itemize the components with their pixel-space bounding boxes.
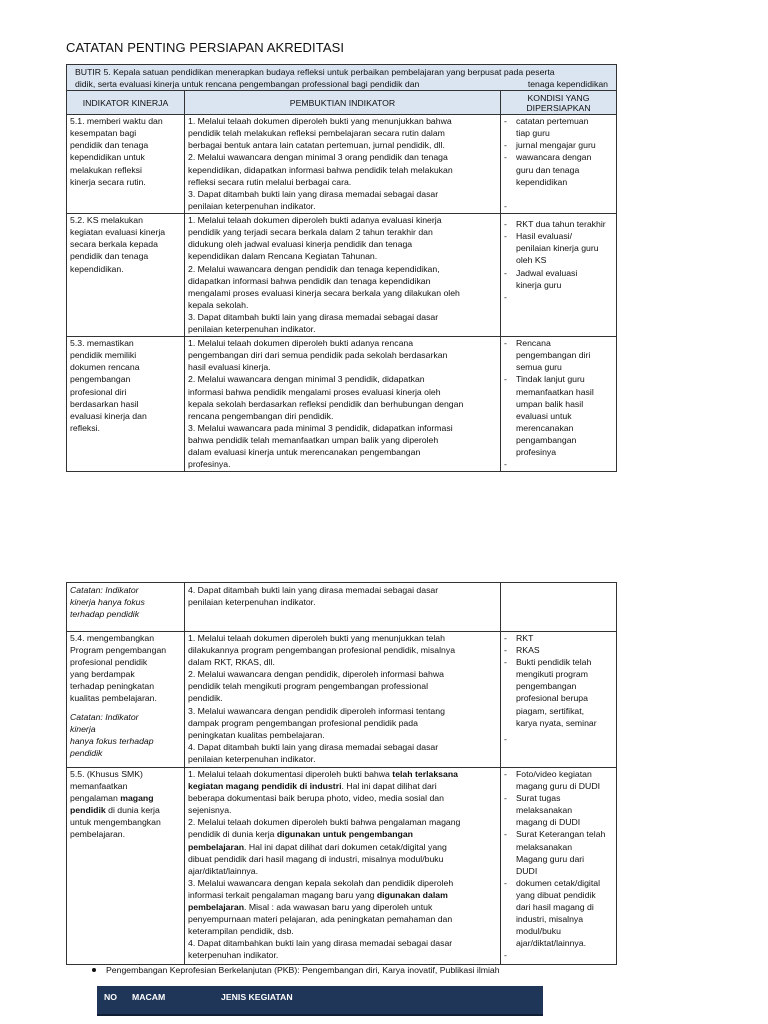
text-line: 3. Dapat ditambah bukti lain yang dirasa memadai sebagai dasar (188, 311, 439, 322)
text-line: dalam evaluasi kinerja untuk merencanakan pengembangan (188, 447, 421, 458)
kondisi-item: - (504, 459, 507, 470)
text-line: kependidikan, didapatkan informasi bahwa pendidik telah melakukan (188, 164, 453, 175)
indikator-cell (67, 337, 185, 472)
kondisi-cell (501, 115, 617, 214)
text-line: 3. Melalui wawancara dengan pendidik diperoleh informasi tentang (188, 705, 445, 716)
text-run: pengalaman (70, 793, 121, 804)
text-line: Catatan: Indikator (70, 711, 139, 722)
text-line: 3. Melalui wawancara dengan kepala sekolah dan pendidik diperoleh (188, 877, 454, 888)
kondisi-item: karya nyata, seminar (516, 717, 597, 728)
kondisi-item: - (504, 733, 507, 744)
text-line: kependidikan. (70, 263, 124, 274)
text-line: Program pengembangan (70, 645, 167, 656)
table-row (67, 115, 617, 214)
bullet-dot-icon (92, 968, 96, 972)
pkb-table-header (97, 986, 543, 1016)
kondisi-item: umpan balik hasil (516, 398, 584, 409)
indikator-cell (67, 214, 185, 337)
text-line (188, 901, 497, 913)
text-line: 1. Melalui telaah dokumen diperoleh bukti yang menunjukkan bahwa (188, 116, 452, 127)
text-line: refleksi. (70, 422, 100, 433)
text-line: 5.3. memastikan (70, 338, 134, 349)
text-line: kinerja secara rutin. (70, 176, 146, 187)
text-line: ajar/diktat/lainnya. (188, 865, 259, 876)
text-line: secara berkala kepada (70, 239, 158, 250)
text-line: kependidikan untuk (70, 152, 145, 163)
header-indikator: INDIKATOR KINERJA (67, 91, 185, 115)
text-line: didapatkan informasi bahwa pendidik dan tenaga kependidikan (188, 275, 431, 286)
kondisi-item: - wawancara dengan (504, 152, 592, 163)
text-line: 1. Melalui telaah dokumen diperoleh bukti yang menunjukkan telah (188, 633, 445, 643)
catatan-row (67, 583, 617, 632)
kondisi-item: pengembangan (516, 681, 577, 692)
kondisi-cell (501, 214, 617, 337)
text-line: penilaian keterpenuhan indikator. (188, 324, 316, 335)
kondisi-cell (501, 768, 617, 965)
kondisi-item: mengikuti program (516, 669, 588, 680)
pembuktian-cell (185, 115, 501, 214)
kondisi-item: melaksanakan (516, 805, 573, 816)
kondisi-item: industri, misalnya (516, 914, 584, 925)
kondisi-item: - dokumen cetak/digital (504, 877, 601, 888)
text-line: profesinya. (188, 459, 231, 470)
indikator-cell (67, 768, 185, 965)
kondisi-item: profesional berupa (516, 693, 588, 704)
text-line: didukung oleh jadwal evaluasi kinerja pendidik dan tenaga (188, 239, 413, 250)
kondisi-cell (501, 337, 617, 472)
text-line: evaluasi kinerja dan (70, 410, 147, 421)
text-line: mengalami proses evaluasi kinerja secara berkala yang dilakukan oleh (188, 287, 460, 298)
butir-cell (67, 65, 617, 91)
kondisi-item: oleh KS (516, 255, 547, 266)
text-line: dibuat pendidik dari hasil magang di industri, misalnya modul/buku (188, 853, 444, 864)
header-pembuktian: PEMBUKTIAN INDIKATOR (185, 91, 501, 115)
kondisi-item: magang guru di DUDI (516, 781, 601, 792)
kondisi-item: - Jadwal evaluasi (504, 267, 578, 278)
kondisi-item (504, 188, 613, 200)
text-line: pendidik dan tenaga (70, 140, 149, 151)
kondisi-item: piagam, sertifikat, (516, 705, 585, 716)
text-line: 2. Melalui wawancara dengan minimal 3 pendidik, didapatkan (188, 374, 425, 385)
kondisi-item: profesinya (516, 447, 557, 458)
bold-run: magang (120, 793, 154, 804)
kondisi-item: kinerja guru (516, 279, 562, 290)
kondisi-item: merencanakan (516, 422, 574, 433)
kondisi-item: evaluasi untuk (516, 410, 572, 421)
bold-run: digunakan untuk pengembangan (276, 829, 413, 840)
text-line: pendidik memiliki (70, 350, 137, 361)
kondisi-item: - RKAS (504, 645, 540, 656)
text-run: 1. Melalui telaah dokumentasi diperoleh bukti bahwa (188, 769, 393, 779)
kondisi-item: - (504, 950, 507, 961)
header-kondisi: KONDISI YANG DIPERSIAPKAN (501, 91, 617, 115)
text-line: 2. Melalui wawancara dengan minimal 3 orang pendidik dan tenaga (188, 152, 448, 163)
text-line: 4. Dapat ditambahkan bukti lain yang dirasa memadai sebagai dasar (188, 938, 453, 949)
kondisi-item: magang di DUDI (516, 817, 581, 828)
table-row (67, 632, 617, 768)
text-line: keterpenuhan indikator. (188, 950, 279, 961)
text-line: kesempatan bagi (70, 128, 137, 139)
kondisi-item: melaksanakan (516, 841, 573, 852)
kondisi-item: kependidikan (516, 176, 568, 187)
kondisi-item: DUDI (516, 865, 538, 876)
kondisi-item: - Rencana (504, 338, 551, 349)
bold-run: pembelajaran (188, 902, 245, 913)
accreditation-table-1 (66, 64, 617, 472)
kondisi-item: - Surat tugas (504, 793, 561, 804)
text-line: rencana pengembangan diri pendidik. (188, 410, 334, 421)
text-line: pembelajaran. (70, 829, 126, 840)
kondisi-item: semua guru (516, 362, 562, 373)
text-line: dilakukannya program pengembangan profesional pendidik, misalnya (188, 645, 456, 656)
kondisi-item: guru dan tenaga (516, 164, 580, 175)
pembuktian-cell (185, 632, 501, 768)
header-no: NO (104, 992, 118, 1002)
kondisi-item: - (504, 200, 507, 211)
text-run: . Misal : ada wawasan baru yang diperoleh untuk (244, 902, 433, 913)
text-run: pendidik di dunia kerja (188, 829, 277, 840)
text-line: 5.1. memberi waktu dan (70, 116, 163, 127)
page-title: CATATAN PENTING PERSIAPAN AKREDITASI (66, 40, 345, 55)
table-row (67, 214, 617, 337)
text-line: 5.4. mengembangkan (70, 633, 155, 643)
text-line: pendidik. (188, 693, 223, 704)
text-line: profesional diri (70, 386, 127, 397)
text-line: 2. Melalui wawancara dengan pendidik, diperoleh informasi bahwa (188, 669, 444, 680)
text-line: hasil evaluasi kinerja. (188, 362, 271, 373)
kondisi-item: - Hasil evaluasi/ (504, 231, 573, 242)
text-line: terhadap peningkatan (70, 681, 155, 692)
text-line: penilaian keterpenuhan indikator. (188, 200, 316, 211)
text-line (188, 841, 497, 853)
text-line: bahwa pendidik telah memanfaatkan umpan balik yang diperoleh (188, 434, 439, 445)
text-line: kinerja (70, 723, 96, 734)
text-line: pendidik telah mengikuti program pengembangan professional (188, 681, 429, 692)
kondisi-item: - RKT dua tahun terakhir (504, 219, 606, 230)
table-row (67, 337, 617, 472)
pembuktian-cell (185, 337, 501, 472)
text-run: . Hal ini dapat dilihat dari dokumen cetak/digital yang (244, 841, 447, 852)
text-line: 5.2. KS melakukan (70, 215, 143, 226)
text-line (70, 804, 181, 816)
text-line: pengembangan diri dari semua pendidik pada sekolah berdasarkan (188, 350, 448, 361)
text-line: 2. Melalui wawancara dengan pendidik dan tenaga kependidikan, (188, 263, 440, 274)
kondisi-item: - catatan pertemuan (504, 116, 589, 127)
kondisi-item: memanfaatkan hasil (516, 386, 594, 397)
text-line: kepala sekolah. (188, 299, 249, 310)
kondisi-item: - Surat Keterangan telah (504, 829, 606, 840)
text-line: profesional pendidik (70, 657, 148, 668)
kondisi-item: Magang guru dari (516, 853, 585, 864)
text-line: berdasarkan hasil (70, 398, 139, 409)
text-line: penyempurnaan materi pelajaran, ada peningkatan pemahaman dan (188, 914, 453, 925)
kondisi-item: - jurnal mengajar guru (504, 140, 596, 151)
bold-run: pembelajaran (188, 841, 245, 852)
text-line: 3. Melalui wawancara pada minimal 3 pendidik, didapatkan informasi (188, 422, 453, 433)
text-line: berbagai bentuk antara lain catatan pertemuan, jurnal pendidik, dll. (188, 140, 445, 151)
catatan-cell (67, 583, 185, 632)
text-line: kepala sekolah berdasarkan refleksi pendidik dan berhubungan dengan (188, 398, 464, 409)
kondisi-item: ajar/diktat/lainnya. (516, 938, 587, 949)
text-line: penilaian keterpenuhan indikator. (188, 753, 316, 764)
kondisi-item: dari hasil magang di (516, 902, 594, 913)
text-line: Catatan: Indikator (70, 585, 139, 595)
kondisi-cell (501, 583, 617, 632)
butir-row (67, 65, 617, 91)
bold-run: pendidik (70, 805, 106, 816)
header-macam: MACAM (132, 992, 166, 1002)
text-line (188, 828, 497, 840)
text-line: 3. Dapat ditambah bukti lain yang dirasa memadai sebagai dasar (188, 188, 439, 199)
text-line: 4. Dapat ditambah bukti lain yang dirasa memadai sebagai dasar (188, 585, 439, 595)
kondisi-item: yang dibuat pendidik (516, 889, 596, 900)
kondisi-item: - Tindak lanjut guru (504, 374, 585, 385)
text-line (70, 792, 181, 804)
text-line: dampak program pengembangan profesional pendidik pada (188, 717, 418, 728)
text-line: dokumen rencana (70, 362, 140, 373)
accreditation-table-2 (66, 582, 617, 965)
header-row (67, 91, 617, 115)
text-line: dalam RKT, RKAS, dll. (188, 657, 275, 668)
text-line: kinerja hanya fokus (70, 597, 145, 608)
header-jenis-kegiatan: JENIS KEGIATAN (221, 992, 293, 1002)
bold-run: telah terlaksana (392, 769, 458, 779)
text-line: yang berdampak (70, 669, 135, 680)
kondisi-item: pengembangan diri (516, 350, 591, 361)
text-line: penilaian keterpenuhan indikator. (188, 597, 316, 608)
text-line (188, 780, 497, 792)
text-line: terhadap pendidik (70, 609, 140, 620)
kondisi-cell (501, 632, 617, 768)
text-line: 5.5. (Khusus SMK) (70, 769, 143, 779)
text-line: beberapa dokumentasi baik berupa photo, video, media sosial dan (188, 793, 444, 804)
text-line: refleksi secara rutin melalui berbagai cara. (188, 176, 352, 187)
text-run: di dunia kerja (105, 805, 160, 816)
text-line: pendidik (70, 747, 103, 758)
butir-line-2: didik, serta evaluasi kinerja untuk rencana pengembangan professional bagi pendidik dan (75, 79, 420, 90)
kondisi-item: - (504, 291, 507, 302)
butir-line-2-right: tenaga kependidikan (527, 79, 608, 90)
kondisi-item: penilaian kinerja guru (516, 243, 599, 254)
text-line: 2. Melalui telaah dokumen diperoleh bukti bahwa pengalaman magang (188, 817, 461, 828)
text-run: informasi terkait pengalaman magang baru yang (188, 889, 377, 900)
text-line: kependidikan dalam Rencana Kegiatan Tahunan. (188, 251, 378, 262)
text-line: kegiatan evaluasi kinerja (70, 227, 166, 238)
text-line: sejenisnya. (188, 805, 232, 816)
text-line: pendidik dan tenaga (70, 251, 149, 262)
pkb-bullet (92, 965, 500, 975)
indikator-cell (67, 115, 185, 214)
kondisi-item: - RKT (504, 633, 534, 643)
text-line: pendidik telah melakukan refleksi pembelajaran secara rutin dalam (188, 128, 445, 139)
kondisi-item: - Foto/video kegiatan (504, 769, 592, 779)
kondisi-item: pengambangan (516, 434, 577, 445)
text-line: pengembangan (70, 374, 131, 385)
text-line (188, 889, 497, 901)
text-line: 1. Melalui telaah dokumen diperoleh bukti adanya evaluasi kinerja (188, 215, 442, 226)
kondisi-item: tiap guru (516, 128, 550, 139)
text-line: hanya fokus terhadap (70, 735, 154, 746)
text-line: informasi bahwa pendidik mengalami proses evaluasi kinerja oleh (188, 386, 441, 397)
pembuktian-cell (185, 583, 501, 632)
text-line (188, 768, 497, 780)
pkb-bullet-text: Pengembangan Keprofesian Berkelanjutan (PKB): Pengembangan diri, Karya inovatif, Publikasi ilmiah (106, 965, 500, 975)
text-line: kualitas pembelajaran. (70, 693, 157, 704)
text-line: pendidik yang terjadi secara berkala dalam 2 tahun terakhir dan (188, 227, 433, 238)
table-row (67, 768, 617, 965)
butir-line-1: BUTIR 5. Kepala satuan pendidikan menerapkan budaya refleksi untuk perbaikan pembelajaran yang berpusat pada peserta (75, 67, 555, 77)
bold-run: digunakan dalam (376, 889, 448, 900)
bold-run: kegiatan magang pendidik di industri (188, 781, 342, 792)
kondisi-item: - Bukti pendidik telah (504, 657, 592, 668)
text-line: memanfaatkan (70, 781, 128, 792)
pembuktian-cell (185, 214, 501, 337)
text-line: keterampilan pendidik, dsb. (188, 926, 294, 937)
indikator-cell (67, 632, 185, 768)
kondisi-item: modul/buku (516, 926, 561, 937)
pembuktian-cell (185, 768, 501, 965)
text-run: . Hal ini dapat dilihat dari (341, 781, 437, 792)
text-line: peningkatan kualitas pembelajaran. (188, 729, 325, 740)
text-line: untuk mengembangkan (70, 817, 161, 828)
text-line: melakukan refleksi (70, 164, 142, 175)
text-line: 4. Dapat ditambah bukti lain yang dirasa memadai sebagai dasar (188, 741, 439, 752)
text-line: 1. Melalui telaah dokumen diperoleh bukti adanya rencana (188, 338, 414, 349)
